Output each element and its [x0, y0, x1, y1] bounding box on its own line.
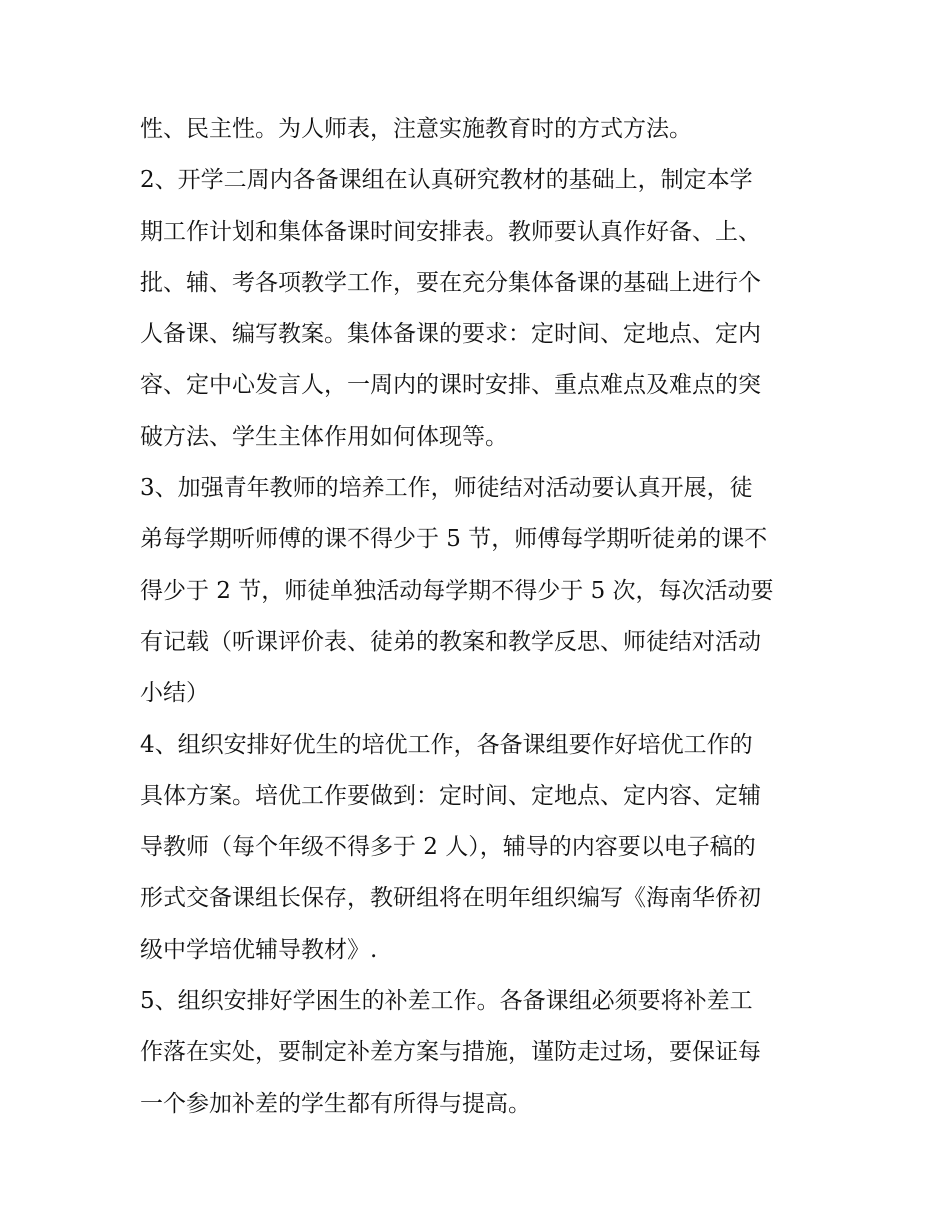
text-line: 4、组织安排好优生的培优工作，各备课组要作好培优工作的	[140, 731, 753, 758]
text-line: 有记载（听课评价表、徒弟的教案和教学反思、师徒结对活动	[140, 628, 761, 655]
text-line: 级中学培优辅导教材》.	[140, 936, 378, 963]
text-line: 弟每学期听师傅的课不得少于 5 节，师傅每学期听徒弟的课不	[140, 526, 768, 553]
text-line: 性、民主性。为人师表，注意实施教育时的方式方法。	[140, 116, 692, 142]
document-body	[140, 104, 820, 1130]
text-line: 具体方案。培优工作要做到：定时间、定地点、定内容、定辅	[140, 782, 761, 809]
text-line: 导教师（每个年级不得多于 2 人），辅导的内容要以电子稿的	[140, 834, 756, 861]
text-line: 形式交备课组长保存，教研组将在明年组织编写《海南华侨初	[140, 885, 761, 912]
text-line: 期工作计划和集体备课时间安排表。教师要认真作好备、上、	[140, 218, 761, 245]
text-line: 人备课、编写教案。集体备课的要求：定时间、定地点、定内	[140, 321, 761, 348]
text-line: 5、组织安排好学困生的补差工作。各备课组必须要将补差工	[140, 988, 753, 1015]
text-line: 一个参加补差的学生都有所得与提高。	[140, 1090, 531, 1117]
text-line: 作落在实处，要制定补差方案与措施，谨防走过场，要保证每	[140, 1039, 761, 1066]
text-line: 小结）	[140, 680, 209, 707]
text-line: 得少于 2 节，师徒单独活动每学期不得少于 5 次，每次活动要	[140, 577, 774, 604]
text-line: 批、辅、考各项教学工作，要在充分集体备课的基础上进行个	[140, 269, 761, 296]
text-line: 2、开学二周内各备课组在认真研究教材的基础上，制定本学	[140, 167, 753, 194]
text-line: 破方法、学生主体作用如何体现等。	[140, 423, 508, 450]
text-line: 容、定中心发言人，一周内的课时安排、重点难点及难点的突	[140, 372, 761, 399]
text-line: 3、加强青年教师的培养工作，师徒结对活动要认真开展，徒	[140, 475, 753, 502]
